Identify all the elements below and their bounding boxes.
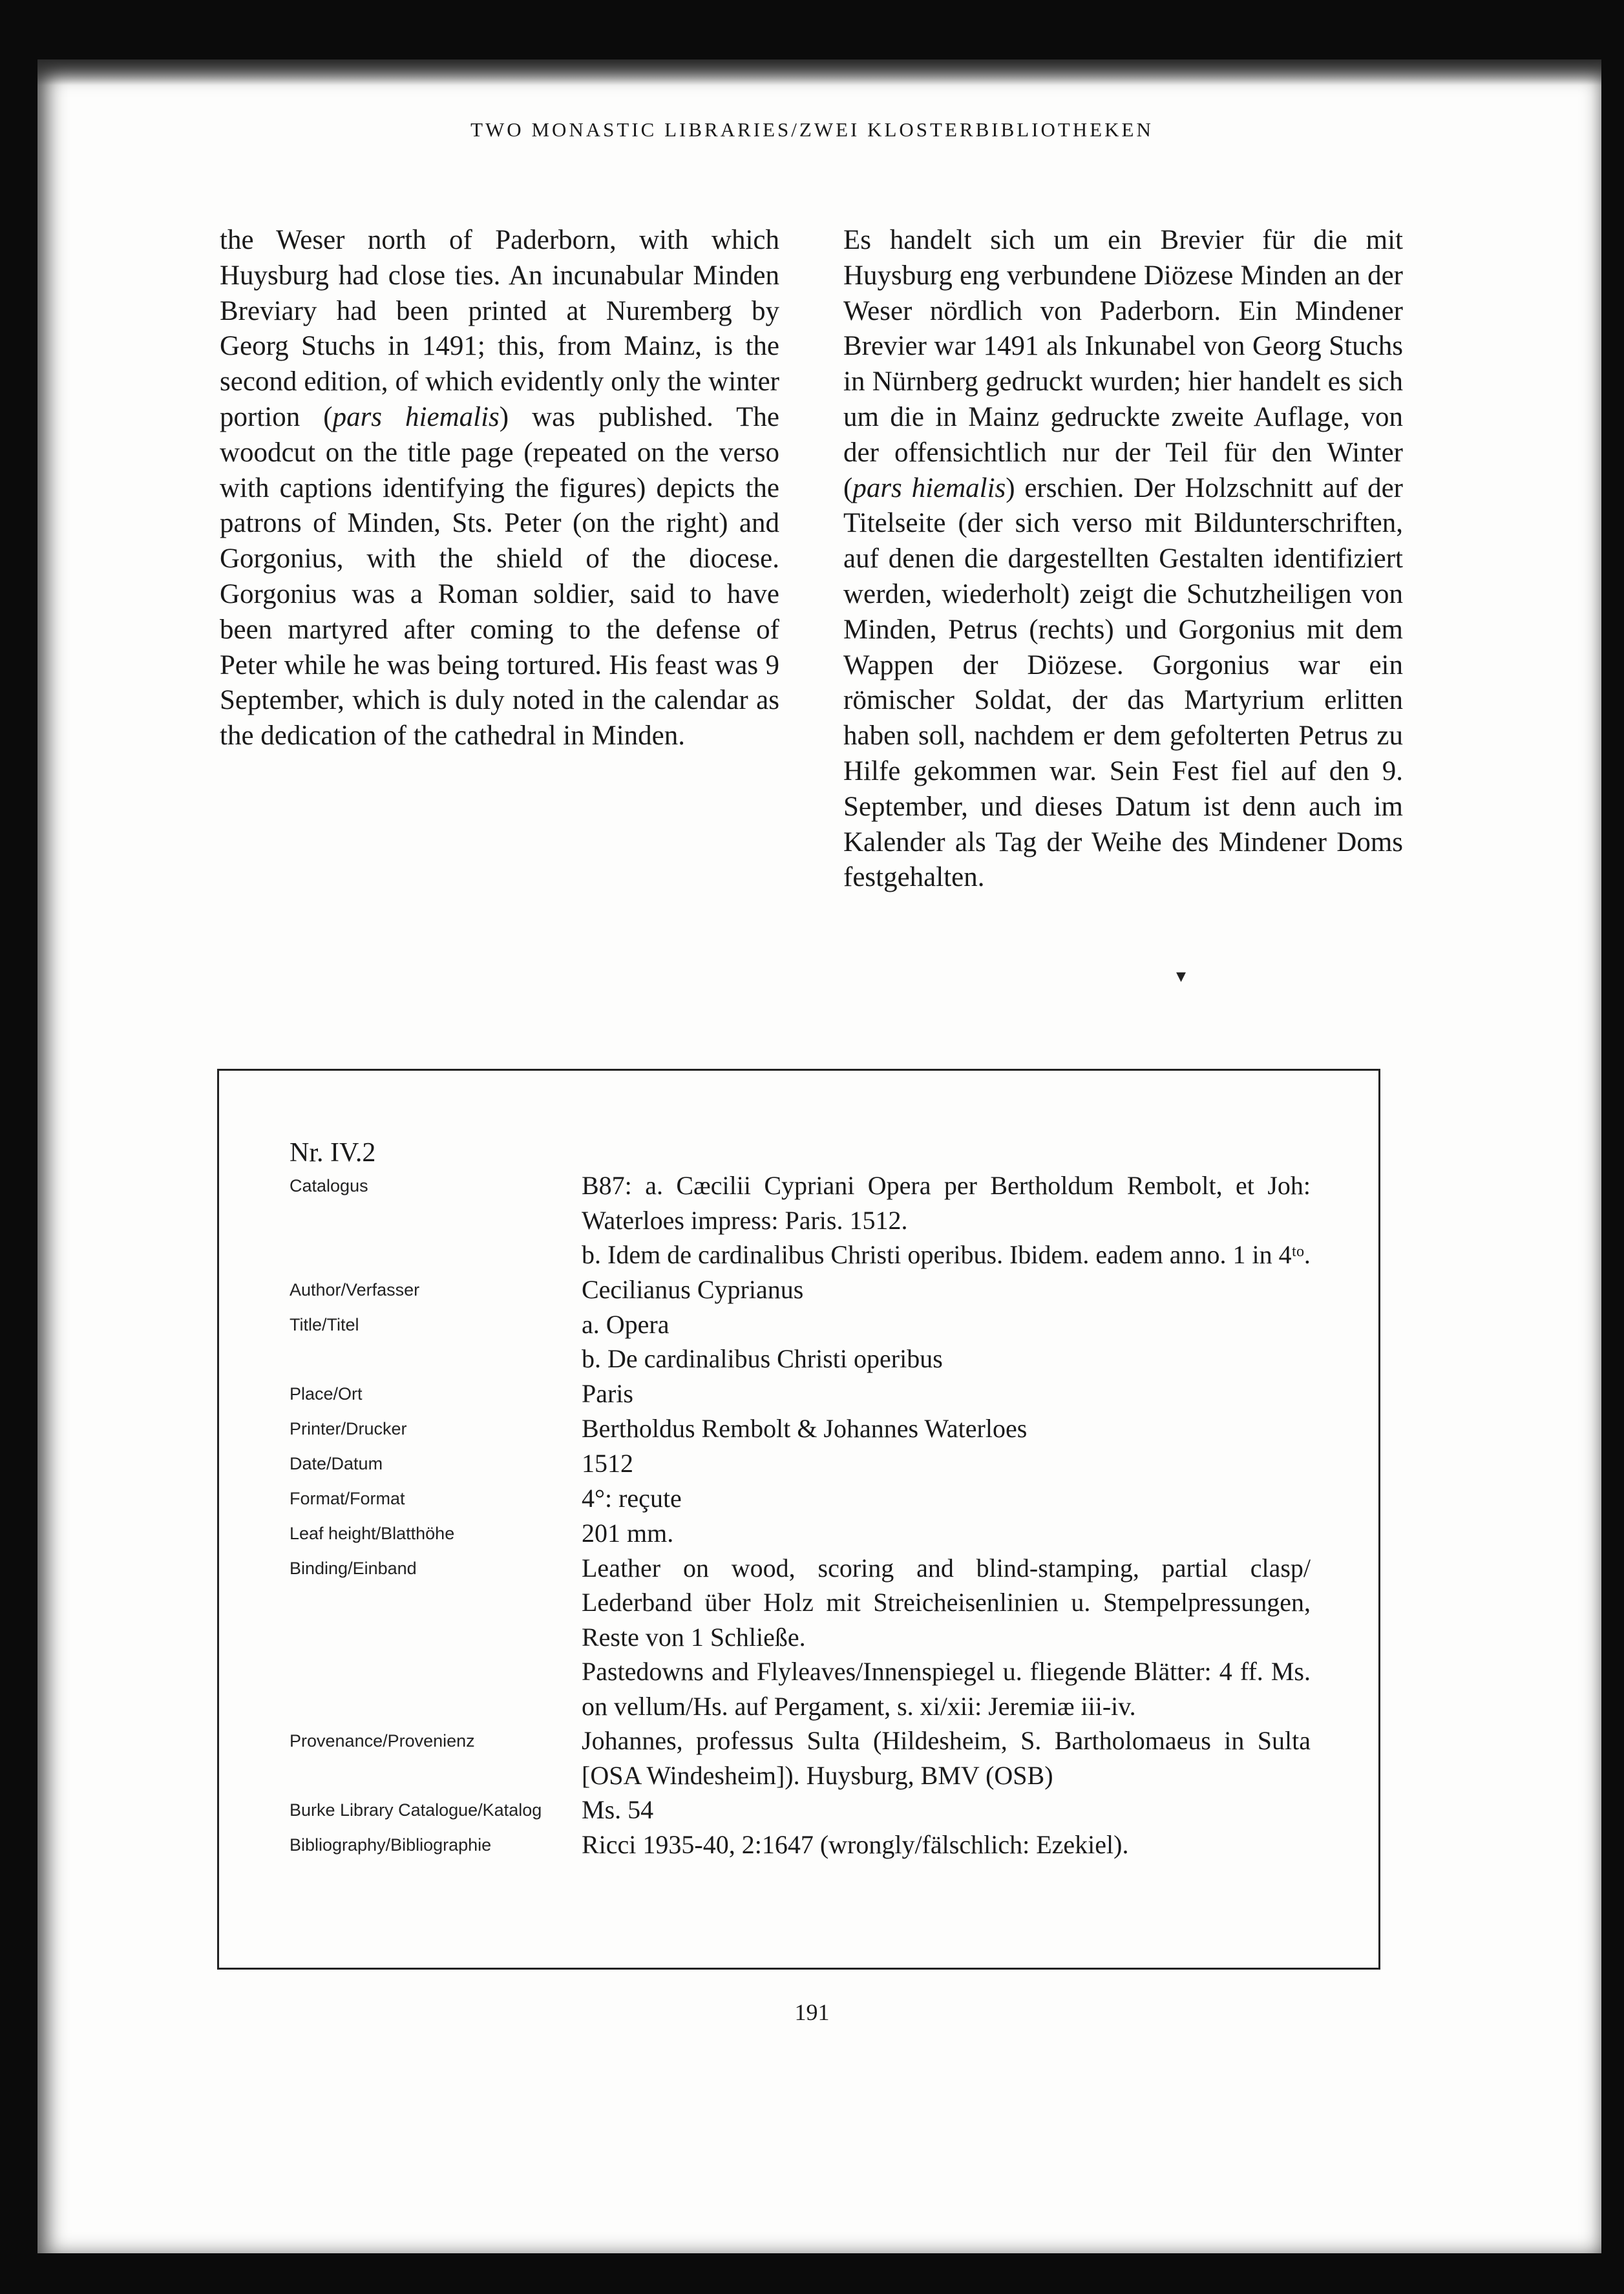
field-label: Author/Verfasser bbox=[290, 1279, 420, 1300]
field-value-line: b. Idem de cardinalibus Christi operibus. Ibidem. eadem anno. 1 in 4ᵗᵒ. bbox=[582, 1240, 1311, 1269]
english-column bbox=[220, 223, 779, 754]
english-paragraph: the Weser north of Paderborn, with which Huysburg had close ties. An incunabular Minden Breviary had been printed at Nuremberg by Georg Stuchs in 1491; this, from Mainz, is the second edition, of which evidently only the winter portion (pars hiemalis) was published. The woodcut on the title page (repeated on the verso with captions identifying the figures) depicts the patrons of Minden, Sts. Peter (on the right) and Gorgonius, with the shield of the diocese. Gorgonius was a Roman soldier, said to have been martyred after coming to the defense of Peter while he was being tortured. His feast was 9 September, which is duly noted in the calendar as the dedication of the cathedral in Minden. bbox=[220, 225, 779, 752]
field-label: Title/Titel bbox=[290, 1314, 359, 1334]
field-value bbox=[582, 1376, 1311, 1411]
field-value-line: Ricci 1935-40, 2:1647 (wrongly/fälschlich: Ezekiel). bbox=[582, 1830, 1129, 1859]
field-value-line: a. Opera bbox=[582, 1309, 670, 1339]
stray-mark: ▾ bbox=[1176, 965, 1186, 987]
catalogue-row bbox=[290, 1551, 1311, 1724]
field-value-line: Cecilianus Cyprianus bbox=[582, 1274, 804, 1304]
german-column bbox=[843, 223, 1403, 896]
field-value-line: Bertholdus Rembolt & Johannes Waterloes bbox=[582, 1413, 1028, 1443]
catalogue-row bbox=[290, 1793, 1311, 1827]
german-paragraph: Es handelt sich um ein Brevier für die mit Huysburg eng verbundene Diözese Minden an der Weser nördlich von Paderborn. Ein Mindener Brevier war 1491 als Inkunabel von Georg Stuchs in Nürnberg gedruckt wurden; hier handelt es sich um die in Mainz gedruckte zweite Auflage, von der offensichtlich nur der Teil für den Winter (pars hiemalis) erschien. Der Holzschnitt auf der Titelseite (der sich verso mit Bildunterschriften, auf denen die dargestellten Gestalten identifiziert werden, wiederholt) zeigt die Schutzheiligen von Minden, Petrus (rechts) und Gorgonius mit dem Wappen der Diözese. Gorgonius war ein römischer Soldat, der das Martyrium erlitten haben soll, nachdem er dem gefolterten Petrus zu Hilfe gekommen war. Sein Fest fiel auf den 9. September, und dieses Datum ist denn auch im Kalender als Tag der Weihe des Mindener Doms festgehalten. bbox=[843, 225, 1404, 893]
field-value bbox=[582, 1446, 1311, 1481]
catalogue-row bbox=[290, 1827, 1311, 1862]
entry-number: Nr. IV.2 bbox=[290, 1138, 376, 1168]
field-value bbox=[582, 1516, 1311, 1551]
field-value-line: b. De cardinalibus Christi operibus bbox=[582, 1344, 943, 1373]
catalogue-row bbox=[290, 1272, 1311, 1307]
catalogue-row bbox=[290, 1376, 1311, 1411]
field-value bbox=[582, 1551, 1311, 1724]
field-value bbox=[582, 1723, 1311, 1793]
field-label: Printer/Drucker bbox=[290, 1418, 407, 1438]
field-value-line: 4°: reçute bbox=[582, 1483, 682, 1513]
field-value-line: B87: a. Cæcilii Cypriani Opera per Bertholdum Rembolt, et Joh: Waterloes impress: Paris. 1512. bbox=[582, 1171, 1311, 1235]
field-value-line: Ms. 54 bbox=[582, 1795, 654, 1824]
field-value-line: Johannes, professus Sulta (Hildesheim, S. Bartholomaeus in Sulta [OSA Windesheim]). Huysburg, BMV (OSB) bbox=[582, 1726, 1311, 1790]
catalogue-row bbox=[290, 1168, 1311, 1272]
field-label: Bibliography/Bibliographie bbox=[290, 1835, 492, 1855]
catalogue-row bbox=[290, 1446, 1311, 1481]
field-label: Leaf height/Blatthöhe bbox=[290, 1523, 455, 1543]
latin-term: pars hiemalis bbox=[852, 472, 1006, 503]
catalogue-row bbox=[290, 1723, 1311, 1793]
field-label: Provenance/Provenienz bbox=[290, 1731, 475, 1751]
field-value bbox=[582, 1827, 1311, 1862]
latin-term: pars hiemalis bbox=[332, 401, 500, 432]
field-label: Place/Ort bbox=[290, 1384, 363, 1404]
catalogue-row bbox=[290, 1411, 1311, 1446]
catalogue-row bbox=[290, 1481, 1311, 1516]
field-value-line: Paris bbox=[582, 1378, 633, 1408]
field-value-line: 201 mm. bbox=[582, 1518, 674, 1548]
field-value bbox=[582, 1411, 1311, 1446]
field-value bbox=[582, 1168, 1311, 1272]
field-value bbox=[582, 1793, 1311, 1827]
field-value bbox=[582, 1481, 1311, 1516]
field-value bbox=[582, 1272, 1311, 1307]
field-value-line: 1512 bbox=[582, 1448, 633, 1478]
field-value-line: Leather on wood, scoring and blind-stamping, partial clasp/ Lederband über Holz mit Streicheisenlinien u. Stempelpressungen, Reste von 1 Schließe. bbox=[582, 1553, 1311, 1652]
field-label: Burke Library Catalogue/Katalog bbox=[290, 1800, 542, 1820]
field-label: Format/Format bbox=[290, 1488, 405, 1508]
field-label: Binding/Einband bbox=[290, 1558, 417, 1578]
running-head: TWO MONASTIC LIBRARIES/ZWEI KLOSTERBIBLIOTHEKEN bbox=[470, 118, 1154, 141]
page-number: 191 bbox=[794, 1999, 830, 2025]
catalogue-fields bbox=[290, 1168, 1311, 1862]
field-label: Catalogus bbox=[290, 1176, 368, 1195]
scan-shadow bbox=[37, 59, 1601, 85]
field-value-line: Pastedowns and Flyleaves/Innenspiegel u. fliegende Blätter: 4 ff. Ms. on vellum/Hs. auf Pergament, s. xi/xii: Jeremiæ iii-iv. bbox=[582, 1657, 1311, 1721]
catalogue-row bbox=[290, 1516, 1311, 1551]
catalogue-row bbox=[290, 1307, 1311, 1376]
field-label: Date/Datum bbox=[290, 1453, 383, 1473]
field-value bbox=[582, 1307, 1311, 1376]
